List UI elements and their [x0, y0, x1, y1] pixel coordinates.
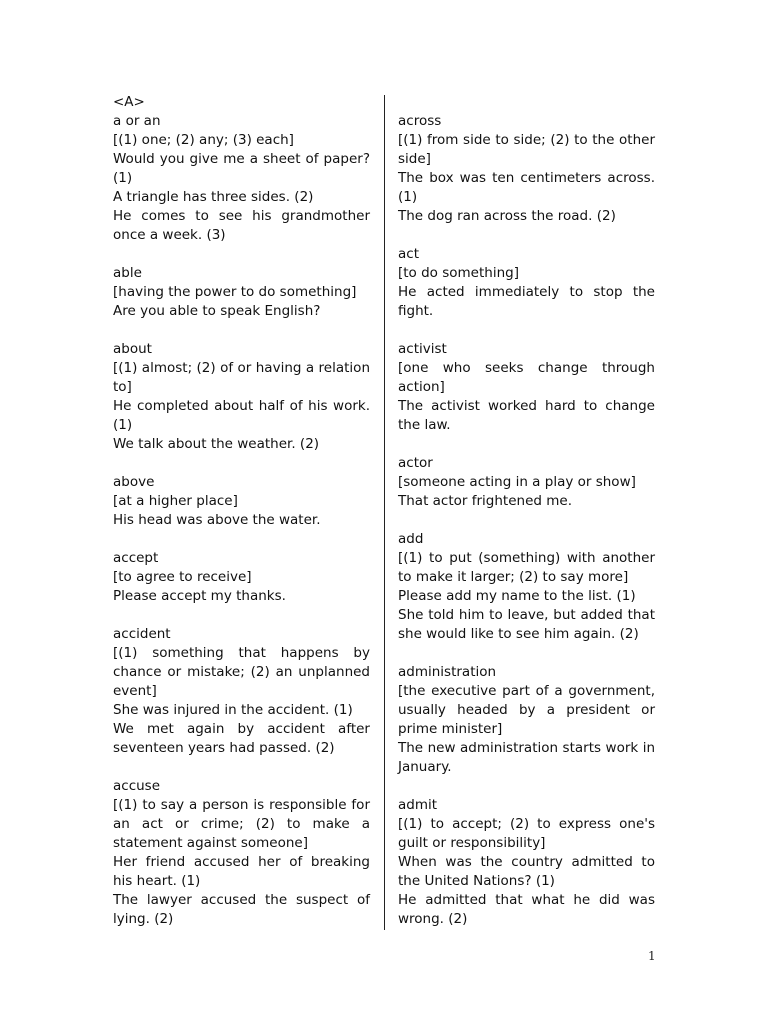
- entry-word: act: [398, 246, 419, 262]
- dictionary-entry: [398, 796, 655, 929]
- entry-word: accuse: [113, 778, 161, 794]
- entry-definition: [at a higher place]: [113, 493, 238, 509]
- entry-example: He completed about half of his work. (1): [113, 398, 370, 433]
- entry-definition: [(1) one; (2) any; (3) each]: [113, 132, 294, 148]
- entry-word: about: [113, 341, 152, 357]
- entry-example: His head was above the water.: [113, 512, 321, 528]
- entry-word: accept: [113, 550, 159, 566]
- dictionary-entry: [113, 473, 370, 530]
- dictionary-entry: [113, 549, 370, 606]
- dictionary-entry: [398, 112, 655, 226]
- entry-example: The new administration starts work in January.: [398, 740, 655, 775]
- entry-example: The dog ran across the road. (2): [398, 208, 616, 224]
- entry-word: able: [113, 265, 142, 281]
- entry-example: We talk about the weather. (2): [113, 436, 320, 452]
- column-divider: [384, 95, 385, 930]
- entry-gap: [398, 777, 655, 796]
- entry-word: across: [398, 113, 442, 129]
- dictionary-entry: [113, 625, 370, 758]
- entry-gap: [113, 606, 370, 625]
- entry-gap: [113, 454, 370, 473]
- right-column: [398, 112, 655, 929]
- entry-example: Would you give me a sheet of paper? (1): [113, 151, 370, 186]
- dictionary-entry: [113, 264, 370, 321]
- entry-definition: [to do something]: [398, 265, 519, 281]
- entry-gap: [113, 245, 370, 264]
- entry-word: accident: [113, 626, 171, 642]
- entry-word: activist: [398, 341, 447, 357]
- entry-gap: [113, 530, 370, 549]
- dictionary-entry: [398, 245, 655, 321]
- page-number: 1: [648, 949, 656, 963]
- entry-example: Are you able to speak English?: [113, 303, 321, 319]
- entry-example: A triangle has three sides. (2): [113, 189, 314, 205]
- entry-example: The activist worked hard to change the law.: [398, 398, 655, 433]
- entry-word: actor: [398, 455, 433, 471]
- entry-word: admit: [398, 797, 438, 813]
- entry-example: That actor frightened me.: [398, 493, 572, 509]
- entry-definition: [someone acting in a play or show]: [398, 474, 636, 490]
- dictionary-entry: [113, 112, 370, 245]
- entry-definition: [(1) to accept; (2) to express one's guilt or responsibility]: [398, 816, 655, 851]
- dictionary-entry: [398, 663, 655, 777]
- entry-gap: [113, 321, 370, 340]
- entry-example: The lawyer accused the suspect of lying. (2): [113, 892, 370, 927]
- entry-example: Her friend accused her of breaking his heart. (1): [113, 854, 370, 889]
- entry-example: We met again by accident after seventeen years had passed. (2): [113, 721, 370, 756]
- entry-gap: [398, 644, 655, 663]
- entry-example: Please add my name to the list. (1): [398, 588, 636, 604]
- dictionary-entry: [398, 340, 655, 435]
- entry-definition: [(1) to put (something) with another to make it larger; (2) to say more]: [398, 550, 655, 585]
- entry-gap: [398, 226, 655, 245]
- dictionary-entry: [398, 454, 655, 511]
- entry-example: He comes to see his grandmother once a week. (3): [113, 208, 370, 243]
- entry-example: When was the country admitted to the United Nations? (1): [398, 854, 655, 889]
- entry-word: administration: [398, 664, 497, 680]
- entry-example: He admitted that what he did was wrong. (2): [398, 892, 655, 927]
- entry-example: Please accept my thanks.: [113, 588, 286, 604]
- entry-gap: [398, 435, 655, 454]
- dictionary-entry: [113, 777, 370, 929]
- section-heading: <A>: [113, 94, 145, 110]
- entry-definition: [having the power to do something]: [113, 284, 357, 300]
- dictionary-entry: [398, 530, 655, 644]
- entry-definition: [the executive part of a government, usually headed by a president or prime minister]: [398, 683, 655, 737]
- entry-definition: [(1) from side to side; (2) to the other side]: [398, 132, 655, 167]
- entry-word: add: [398, 531, 424, 547]
- entry-definition: [to agree to receive]: [113, 569, 252, 585]
- entry-gap: [398, 511, 655, 530]
- left-column: [113, 93, 370, 929]
- entry-gap: [113, 758, 370, 777]
- entry-word: above: [113, 474, 155, 490]
- entry-example: The box was ten centimeters across. (1): [398, 170, 655, 205]
- entry-definition: [(1) something that happens by chance or mistake; (2) an unplanned event]: [113, 645, 370, 699]
- entry-gap: [398, 321, 655, 340]
- entry-definition: [(1) almost; (2) of or having a relation to]: [113, 360, 370, 395]
- entry-example: She told him to leave, but added that she would like to see him again. (2): [398, 607, 655, 642]
- entry-definition: [(1) to say a person is responsible for an act or crime; (2) to make a statement against someone]: [113, 797, 370, 851]
- entry-example: He acted immediately to stop the fight.: [398, 284, 655, 319]
- entry-word: a or an: [113, 113, 161, 129]
- entry-definition: [one who seeks change through action]: [398, 360, 655, 395]
- dictionary-entry: [113, 340, 370, 454]
- entry-example: She was injured in the accident. (1): [113, 702, 353, 718]
